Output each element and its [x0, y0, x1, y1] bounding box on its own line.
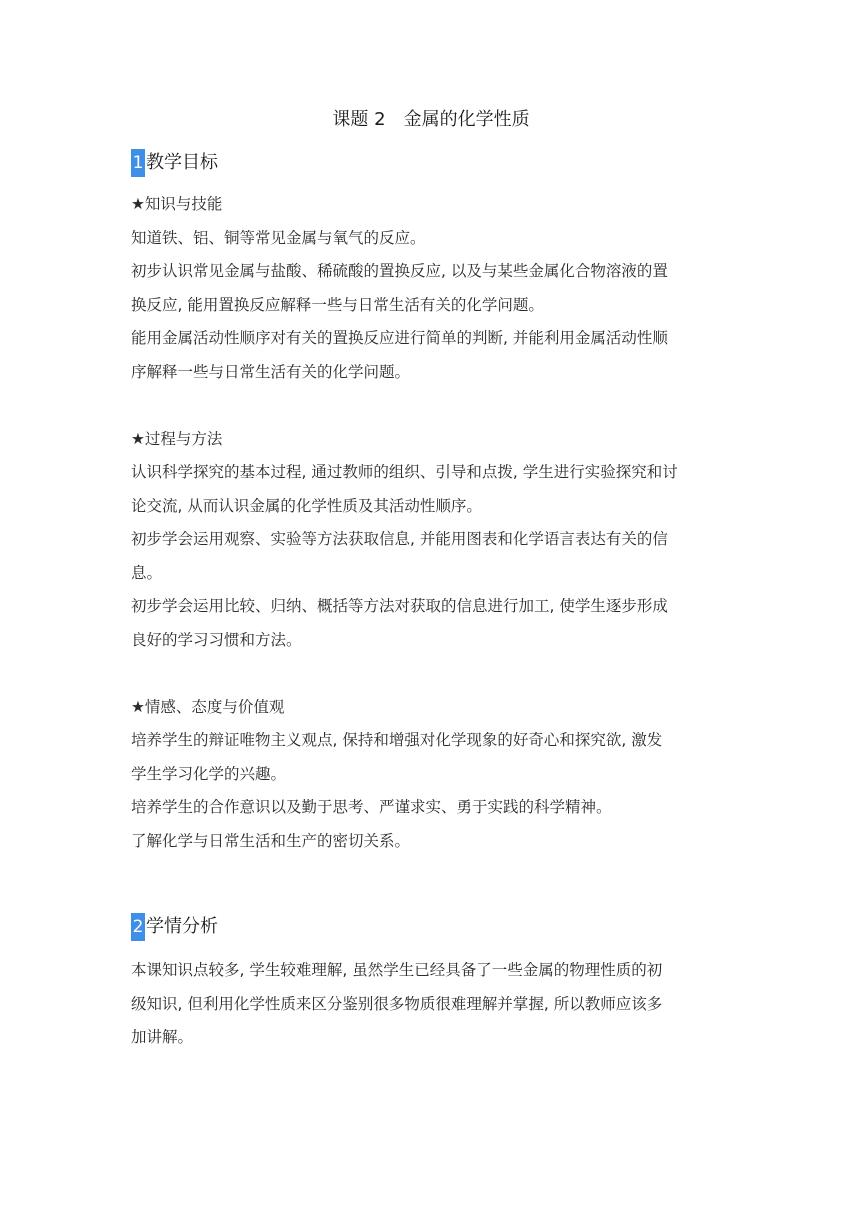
body-line: 序解释一些与日常生活有关的化学问题。 — [131, 362, 411, 381]
body-line: 级知识, 但利用化学性质来区分鉴别很多物质很难理解并掌握, 所以教师应该多 — [131, 994, 663, 1013]
body-line: 初步学会运用比较、归纳、概括等方法对获取的信息进行加工, 使学生逐步形成 — [131, 597, 668, 615]
subhead-emotion-values: ★情感、态度与价值观 — [131, 697, 285, 716]
section-2-body — [131, 954, 731, 1055]
section-1-number: 1 — [131, 149, 145, 177]
body-line: 加讲解。 — [131, 1028, 194, 1046]
section-1-title: 教学目标 — [146, 152, 218, 173]
subhead-knowledge-skills: ★知识与技能 — [131, 195, 223, 213]
body-line: 培养学生的辩证唯物主义观点, 保持和增强对化学现象的好奇心和探究欲, 激发 — [131, 731, 663, 749]
body-line: 初步学会运用观察、实验等方法获取信息, 并能用图表和化学语言表达有关的信 — [131, 530, 668, 548]
body-line: 本课知识点较多, 学生较难理解, 虽然学生已经具备了一些金属的物理性质的初 — [131, 961, 663, 979]
body-line: 认识科学探究的基本过程, 通过教师的组织、引导和点拨, 学生进行实验探究和讨 — [131, 463, 678, 481]
section-2-title: 学情分析 — [146, 916, 218, 937]
body-line: 换反应, 能用置换反应解释一些与日常生活有关的化学问题。 — [131, 295, 544, 314]
body-line: 培养学生的合作意识以及勤于思考、严谨求实、勇于实践的科学精神。 — [131, 798, 612, 816]
subhead-process-methods: ★过程与方法 — [131, 429, 223, 448]
body-line: 良好的学习习惯和方法。 — [131, 630, 302, 649]
body-line: 初步认识常见金属与盐酸、稀硫酸的置换反应, 以及与某些金属化合物溶液的置 — [131, 262, 668, 280]
body-line: 学生学习化学的兴趣。 — [131, 764, 287, 783]
paragraph-gap — [131, 657, 731, 691]
paragraph-gap — [131, 389, 731, 423]
body-line: 息。 — [131, 563, 163, 582]
body-line: 知道铁、铝、铜等常见金属与氧气的反应。 — [131, 228, 426, 247]
section-1-body — [131, 188, 731, 858]
body-line: 了解化学与日常生活和生产的密切关系。 — [131, 831, 411, 850]
body-line: 能用金属活动性顺序对有关的置换反应进行简单的判断, 并能利用金属活动性顺 — [131, 329, 668, 347]
document-title: 课题 2 金属的化学性质 — [332, 109, 530, 130]
section-2-number: 2 — [131, 913, 145, 941]
section-1-heading — [131, 149, 218, 177]
body-line: 论交流, 从而认识金属的化学性质及其活动性顺序。 — [131, 496, 482, 515]
section-2-heading — [131, 913, 218, 941]
